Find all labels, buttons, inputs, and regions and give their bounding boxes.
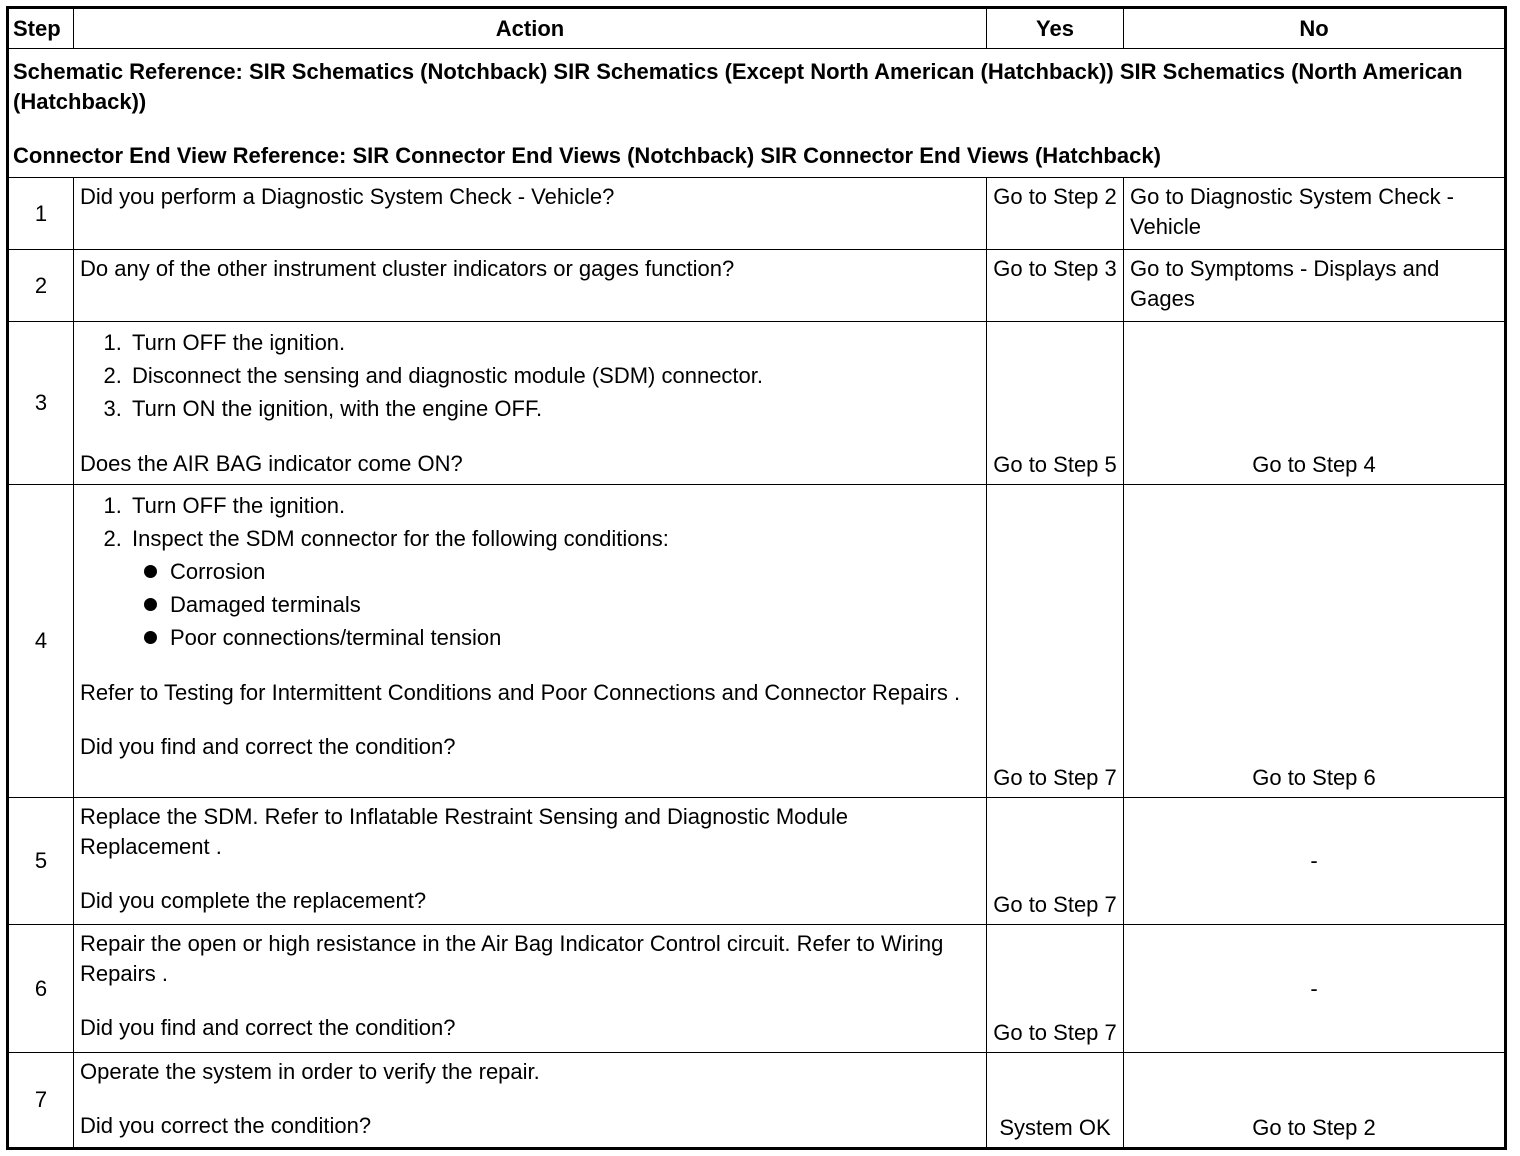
step-number: 4: [8, 485, 74, 798]
procedure-step: [128, 522, 980, 654]
condition-text: Damaged terminals: [170, 592, 361, 617]
condition-item: [154, 588, 980, 621]
question: Does the AIR BAG indicator come ON?: [80, 451, 463, 476]
table-row: [8, 485, 1506, 798]
reference-row: [8, 49, 1506, 178]
yes-result: System OK: [987, 1053, 1124, 1149]
condition-item: [154, 621, 980, 654]
header-no: No: [1124, 8, 1506, 49]
table-row: [8, 178, 1506, 250]
bullet-icon: [144, 565, 157, 578]
question: Did you find and correct the condition?: [80, 1015, 456, 1040]
yes-link[interactable]: Go to Step 7: [987, 485, 1124, 798]
action-cell: [74, 322, 987, 485]
step-number: 1: [8, 178, 74, 250]
procedure-list: [80, 489, 980, 654]
step-number: 6: [8, 925, 74, 1053]
step-number: 3: [8, 322, 74, 485]
no-link[interactable]: Go to Step 2: [1124, 1053, 1506, 1149]
procedure-step: 3. Turn ON the ignition, with the engine OFF.: [128, 392, 980, 425]
action-cell: [74, 1053, 987, 1149]
question: Do any of the other instrument cluster indicators or gages function?: [80, 256, 735, 281]
action-cell: [74, 925, 987, 1053]
step-number: 5: [8, 798, 74, 925]
question: Did you find and correct the condition?: [80, 734, 456, 759]
reference-note[interactable]: Repair the open or high resistance in the Air Bag Indicator Control circuit. Refer to Wiring Repairs .: [80, 931, 944, 986]
bullet-icon: [144, 631, 157, 644]
table-row: [8, 1053, 1506, 1149]
condition-text: Poor connections/terminal tension: [170, 625, 502, 650]
question: Did you perform a Diagnostic System Check - Vehicle?: [80, 184, 615, 209]
header-step: Step: [8, 8, 74, 49]
yes-link[interactable]: Go to Step 3: [987, 250, 1124, 322]
condition-text: Corrosion: [170, 559, 266, 584]
no-link[interactable]: Go to Symptoms - Displays and Gages: [1124, 250, 1506, 322]
connector-reference: Connector End View Reference: SIR Connector End Views (Notchback) SIR Connector End Views (Hatchback): [13, 143, 1161, 168]
bullet-icon: [144, 598, 157, 611]
yes-link[interactable]: Go to Step 2: [987, 178, 1124, 250]
table-row: [8, 798, 1506, 925]
question: Did you complete the replacement?: [80, 888, 427, 913]
action-cell: [74, 798, 987, 925]
table-row: [8, 250, 1506, 322]
procedure-step: 1. Turn OFF the ignition.: [128, 326, 980, 359]
procedure-step: 2. Disconnect the sensing and diagnostic module (SDM) connector.: [128, 359, 980, 392]
procedure-list: [80, 326, 980, 425]
header-action: Action: [74, 8, 987, 49]
no-value: -: [1124, 798, 1506, 925]
schematic-reference: Schematic Reference: SIR Schematics (Notchback) SIR Schematics (Except North American (Hatchback)) SIR Schematics (North American (Hatchback)): [13, 59, 1463, 114]
reference-note[interactable]: Replace the SDM. Refer to Inflatable Restraint Sensing and Diagnostic Module Replacement .: [80, 804, 848, 859]
header-yes: Yes: [987, 8, 1124, 49]
action-cell: [74, 250, 987, 322]
no-link[interactable]: Go to Step 4: [1124, 322, 1506, 485]
yes-link[interactable]: Go to Step 7: [987, 798, 1124, 925]
yes-link[interactable]: Go to Step 5: [987, 322, 1124, 485]
instruction: Operate the system in order to verify the repair.: [80, 1059, 540, 1084]
header-row: [8, 8, 1506, 49]
procedure-step: 1. Turn OFF the ignition.: [128, 489, 980, 522]
step-number: 2: [8, 250, 74, 322]
action-cell: [74, 178, 987, 250]
yes-link[interactable]: Go to Step 7: [987, 925, 1124, 1053]
step-number: 7: [8, 1053, 74, 1149]
table-row: [8, 322, 1506, 485]
no-value: -: [1124, 925, 1506, 1053]
reference-note[interactable]: Refer to Testing for Intermittent Conditions and Poor Connections and Connector Repairs .: [80, 680, 961, 705]
no-link[interactable]: Go to Step 6: [1124, 485, 1506, 798]
question: Did you correct the condition?: [80, 1113, 372, 1138]
action-cell: [74, 485, 987, 798]
procedure-step-text: Inspect the SDM connector for the following conditions:: [132, 526, 669, 551]
condition-item: [154, 555, 980, 588]
condition-list: [132, 555, 980, 654]
no-link[interactable]: Go to Diagnostic System Check - Vehicle: [1124, 178, 1506, 250]
diagnostic-table: [6, 6, 1507, 1150]
table-row: [8, 925, 1506, 1053]
